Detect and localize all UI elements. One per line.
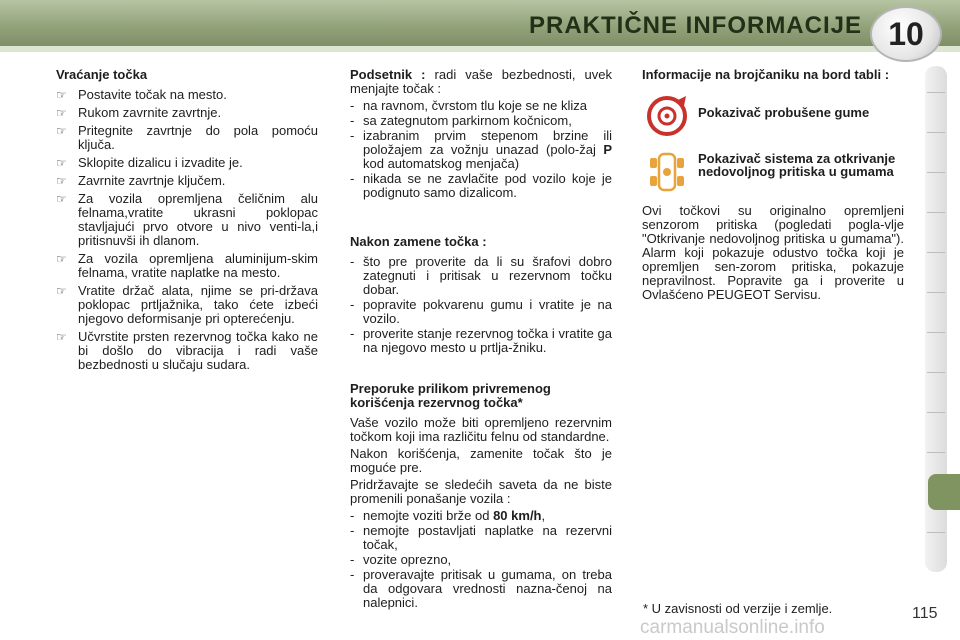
list-item: ☞ Za vozila opremljena čeličnim alu felnama,vratite ukrasni poklopac stavljajući prvo otvore u nivo venti-la,i pritisnuvši ih dlanom. (56, 191, 318, 248)
list-item: ☞ Za vozila opremljena aluminijum-skim felnama, vratite naplatke na mesto. (56, 251, 318, 280)
list-item: - vozite oprezno, (350, 552, 452, 567)
chapter-header (0, 0, 960, 52)
header-stripe (0, 46, 960, 52)
column-wheel-refit (56, 68, 318, 376)
chapter-tab-active[interactable] (928, 474, 960, 510)
indicator-label: Pokazivač sistema za otkrivanje nedovoljnog pritiska u gumama (698, 151, 896, 179)
paragraph: Vaše vozilo može biti opremljeno rezervnim točkom koji ima različitu felnu od standardne. (350, 415, 612, 444)
section-heading-wheel-refit: Vraćanje točka (56, 67, 148, 82)
hand-pointer-icon: ☞ (56, 252, 67, 266)
indicator-flat-tyre (642, 94, 904, 138)
indicator-pressure-detection (642, 150, 904, 194)
list-item: ☞ Postavite točak na mesto. (56, 87, 227, 102)
list-item: ☞ Zavrnite zavrtnje ključem. (56, 173, 226, 188)
hand-pointer-icon: ☞ (56, 106, 67, 120)
list-item: - na ravnom, čvrstom tlu koje se ne kliza (350, 98, 587, 113)
list-item: ☞ Pritegnite zavrtnje do pola pomoću ključa. (56, 123, 318, 152)
chapter-number-badge: 10 (870, 6, 942, 62)
tyre-pressure-detection-icon (642, 150, 692, 194)
wheel-refit-steps (56, 88, 318, 372)
list-item: - sa zategnutom parkirnom kočnicom, (350, 113, 572, 128)
paragraph: Ovi točkovi su originalno opremljeni senzorom pritiska (pogledati pogla-vlje "Otkrivanje nedovoljnog pritiska u gumama"). Alarm koji pokazuje odustvo točka koji je opremljen sen-zorom pritiska, pokazuje nepravilnost. Popravite ga i proverite u Ovlašćeno PEUGEOT Servisu. (642, 203, 904, 302)
section-heading-spare-wheel: Preporuke prilikom privremenog korišćenja rezervnog točka* (350, 381, 551, 410)
list-item: - nikada se ne zavlačite pod vozilo koje je podignuto samo dizalicom. (350, 171, 612, 200)
rail-divider (927, 292, 945, 293)
rail-divider (927, 172, 945, 173)
rail-divider (927, 212, 945, 213)
paragraph: Pridržavajte se sledećih saveta da ne biste promenili ponašanje vozila : (350, 477, 612, 506)
rail-divider (927, 332, 945, 333)
rail-divider (927, 132, 945, 133)
list-item: - izabranim prvim stepenom brzine ili položajem za vožnju unazad (polo-žaj P kod automatskog menjača) (350, 128, 612, 171)
list-item: - proverite stanje rezervnog točka i vratite ga na njegovo mesto u prtlja-žniku. (350, 326, 612, 355)
page-title: PRAKTIČNE INFORMACIJE (528, 12, 862, 39)
rail-divider (927, 252, 945, 253)
list-item: - nemojte postavljati naplatke na rezervni točak, (350, 523, 612, 552)
hand-pointer-icon: ☞ (56, 88, 67, 102)
rail-divider (927, 372, 945, 373)
footnote: * U zavisnosti od verzije i zemlje. (643, 601, 833, 616)
column-reminders (350, 68, 612, 611)
column-dashboard-info (642, 68, 904, 305)
list-item: - nemojte voziti brže od 80 km/h, (350, 508, 546, 523)
section-heading-after-change: Nakon zamene točka : (350, 234, 487, 249)
list-item: ☞ Učvrstite prsten rezervnog točka kako ne bi došlo do vibracija i radi vaše bezbednosti u slučaju sudara. (56, 329, 318, 372)
rail-divider (927, 412, 945, 413)
reminder-label: Podsetnik : (350, 67, 426, 82)
list-item: ☞ Sklopite dizalicu i izvadite je. (56, 155, 243, 170)
indicator-label: Pokazivač probušene gume (698, 105, 870, 120)
list-item: - proveravajte pritisak u gumama, on treba da odgovara vrednosti nazna-čenoj na nalepnici. (350, 567, 612, 610)
section-heading-dashboard: Informacije na brojčaniku na bord tabli : (642, 67, 890, 82)
list-item: - što pre proverite da li su šrafovi dobro zategnuti i pritisak u rezervnom točku dobar. (350, 254, 612, 297)
hand-pointer-icon: ☞ (56, 284, 67, 298)
reminder-intro: Podsetnik : radi vaše bezbednosti, uvek menjajte točak : (350, 67, 612, 96)
hand-pointer-icon: ☞ (56, 156, 67, 170)
paragraph: Nakon korišćenja, zamenite točak što je moguće pre. (350, 446, 612, 475)
hand-pointer-icon: ☞ (56, 192, 67, 206)
rail-divider (927, 452, 945, 453)
page-number: 115 (912, 605, 938, 622)
hand-pointer-icon: ☞ (56, 174, 67, 188)
watermark: carmanualsonline.info (640, 617, 825, 638)
list-item: ☞ Vratite držač alata, njime se pri-država poklopac prtljažnika, tako ćete izbeći njegovo deformisanje pri opterećenju. (56, 283, 318, 326)
rail-divider (927, 92, 945, 93)
reminder-list (350, 99, 612, 200)
list-item: ☞ Rukom zavrnite zavrtnje. (56, 105, 222, 120)
rail-divider (927, 532, 945, 533)
after-change-list (350, 255, 612, 355)
list-item: - popravite pokvarenu gumu i vratite je na vozilo. (350, 297, 612, 326)
spare-wheel-advice-list (350, 509, 612, 610)
hand-pointer-icon: ☞ (56, 330, 67, 344)
flat-tyre-warning-icon (642, 94, 692, 138)
hand-pointer-icon: ☞ (56, 124, 67, 138)
